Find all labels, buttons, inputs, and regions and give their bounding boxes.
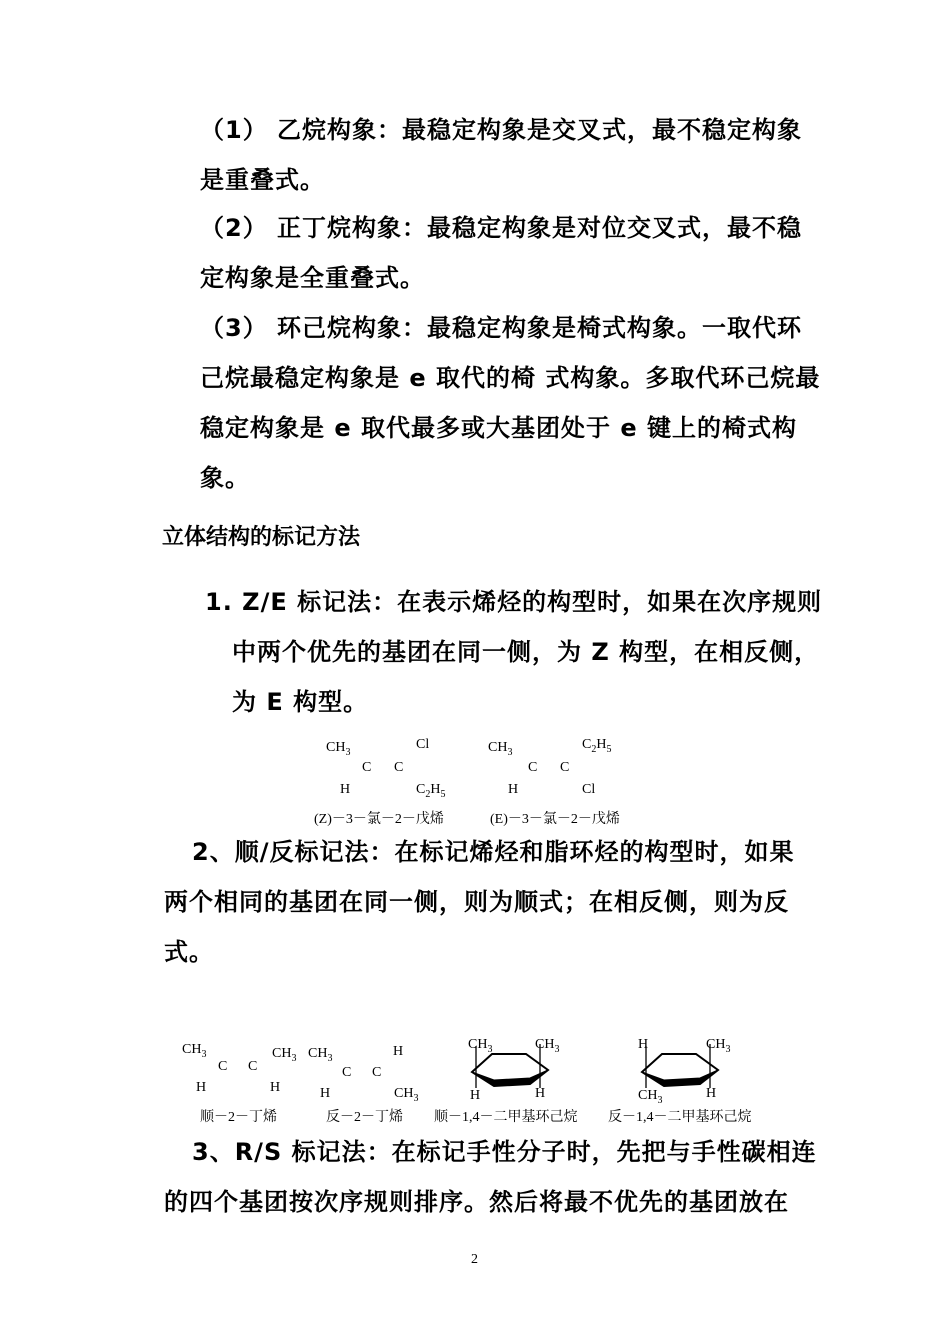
trans-c1: C [342, 1065, 352, 1080]
z-c2: C [394, 760, 404, 775]
z-h: H [340, 782, 351, 797]
e-cl: Cl [582, 782, 596, 797]
z-c1: C [362, 760, 372, 775]
cis-ring-ch3-left: $CH_3$ [468, 1037, 493, 1055]
cistrans-line1: 2、顺/反标记法：在标记烯烃和脂环烃的构型时，如果 [192, 838, 795, 866]
item3-line2: 己烷最稳定构象是 e 取代的椅 式构象。多取代环己烷最 [200, 364, 821, 392]
z-c2h5: $C_2H_5$ [416, 782, 446, 800]
z-cl: Cl [416, 737, 430, 752]
ze-line2: 中两个优先的基团在同一侧，为 Z 构型，在相反侧， [232, 638, 820, 666]
trans-h-right: H [393, 1044, 404, 1059]
cistrans-line3: 式。 [164, 938, 214, 966]
e-c2h5: $C_2H_5$ [582, 737, 612, 755]
item1-line1: （1） 乙烷构象：最稳定构象是交叉式，最不稳定构象 [200, 116, 803, 144]
section-heading: 立体结构的标记方法 [162, 525, 361, 550]
item3-line1: （3） 环己烷构象：最稳定构象是椅式构象。一取代环 [200, 314, 803, 342]
z-caption: (Z)－3－氯－2－戊烯 [314, 812, 444, 827]
e-c2: C [560, 760, 570, 775]
trans-ch3-right: $CH_3$ [394, 1086, 419, 1104]
trans-ring-h-right: H [706, 1086, 717, 1101]
ze-line3: 为 E 构型。 [232, 688, 369, 716]
trans-h-left: H [320, 1086, 331, 1101]
trans-caption: 反－2－丁烯 [326, 1110, 403, 1125]
trans-ring-ch3-left: $CH_3$ [638, 1088, 663, 1106]
e-c1: C [528, 760, 538, 775]
cis-h-left: H [196, 1080, 207, 1095]
cis-ch3-left: $CH_3$ [182, 1042, 207, 1060]
ze-line1: 1. Z/E 标记法：在表示烯烃的构型时，如果在次序规则 [205, 588, 823, 616]
rs-line2: 的四个基团按次序规则排序。然后将最不优先的基团放在 [164, 1188, 789, 1216]
cistrans-line2: 两个相同的基团在同一侧，则为顺式；在相反侧，则为反 [164, 888, 789, 916]
e-ch3: $CH_3$ [488, 740, 513, 758]
item3-line4: 象。 [200, 464, 250, 492]
item2-line2: 定构象是全重叠式。 [200, 264, 425, 292]
cis-c2: C [248, 1059, 258, 1074]
rs-line1: 3、R/S 标记法：在标记手性分子时，先把与手性碳相连 [192, 1138, 817, 1166]
trans-c2: C [372, 1065, 382, 1080]
e-caption: (E)－3－氯－2－戊烯 [490, 812, 620, 827]
cis-ring-ch3-right: $CH_3$ [535, 1037, 560, 1055]
item3-line3: 稳定构象是 e 取代最多或大基团处于 e 键上的椅式构 [200, 414, 797, 442]
cis-h-right: H [270, 1080, 281, 1095]
trans-ring-caption: 反－1,4－二甲基环己烷 [608, 1110, 752, 1125]
cis-ring-h-right: H [535, 1086, 546, 1101]
cis-ring-caption: 顺－1,4－二甲基环己烷 [434, 1110, 578, 1125]
cis-ring-h-left: H [470, 1088, 481, 1103]
page-number: 2 [471, 1252, 478, 1267]
item1-line2: 是重叠式。 [200, 166, 325, 194]
z-ch3: $CH_3$ [326, 740, 351, 758]
trans-ring-h-left: H [638, 1037, 649, 1052]
cis-ch3-right: $CH_3$ [272, 1046, 297, 1064]
trans-ring-ch3-right: $CH_3$ [706, 1037, 731, 1055]
cis-caption: 顺－2－丁烯 [200, 1110, 277, 1125]
trans-ch3-left: $CH_3$ [308, 1046, 333, 1064]
item2-line1: （2） 正丁烷构象：最稳定构象是对位交叉式，最不稳 [200, 214, 803, 242]
e-h: H [508, 782, 519, 797]
cis-c1: C [218, 1059, 228, 1074]
